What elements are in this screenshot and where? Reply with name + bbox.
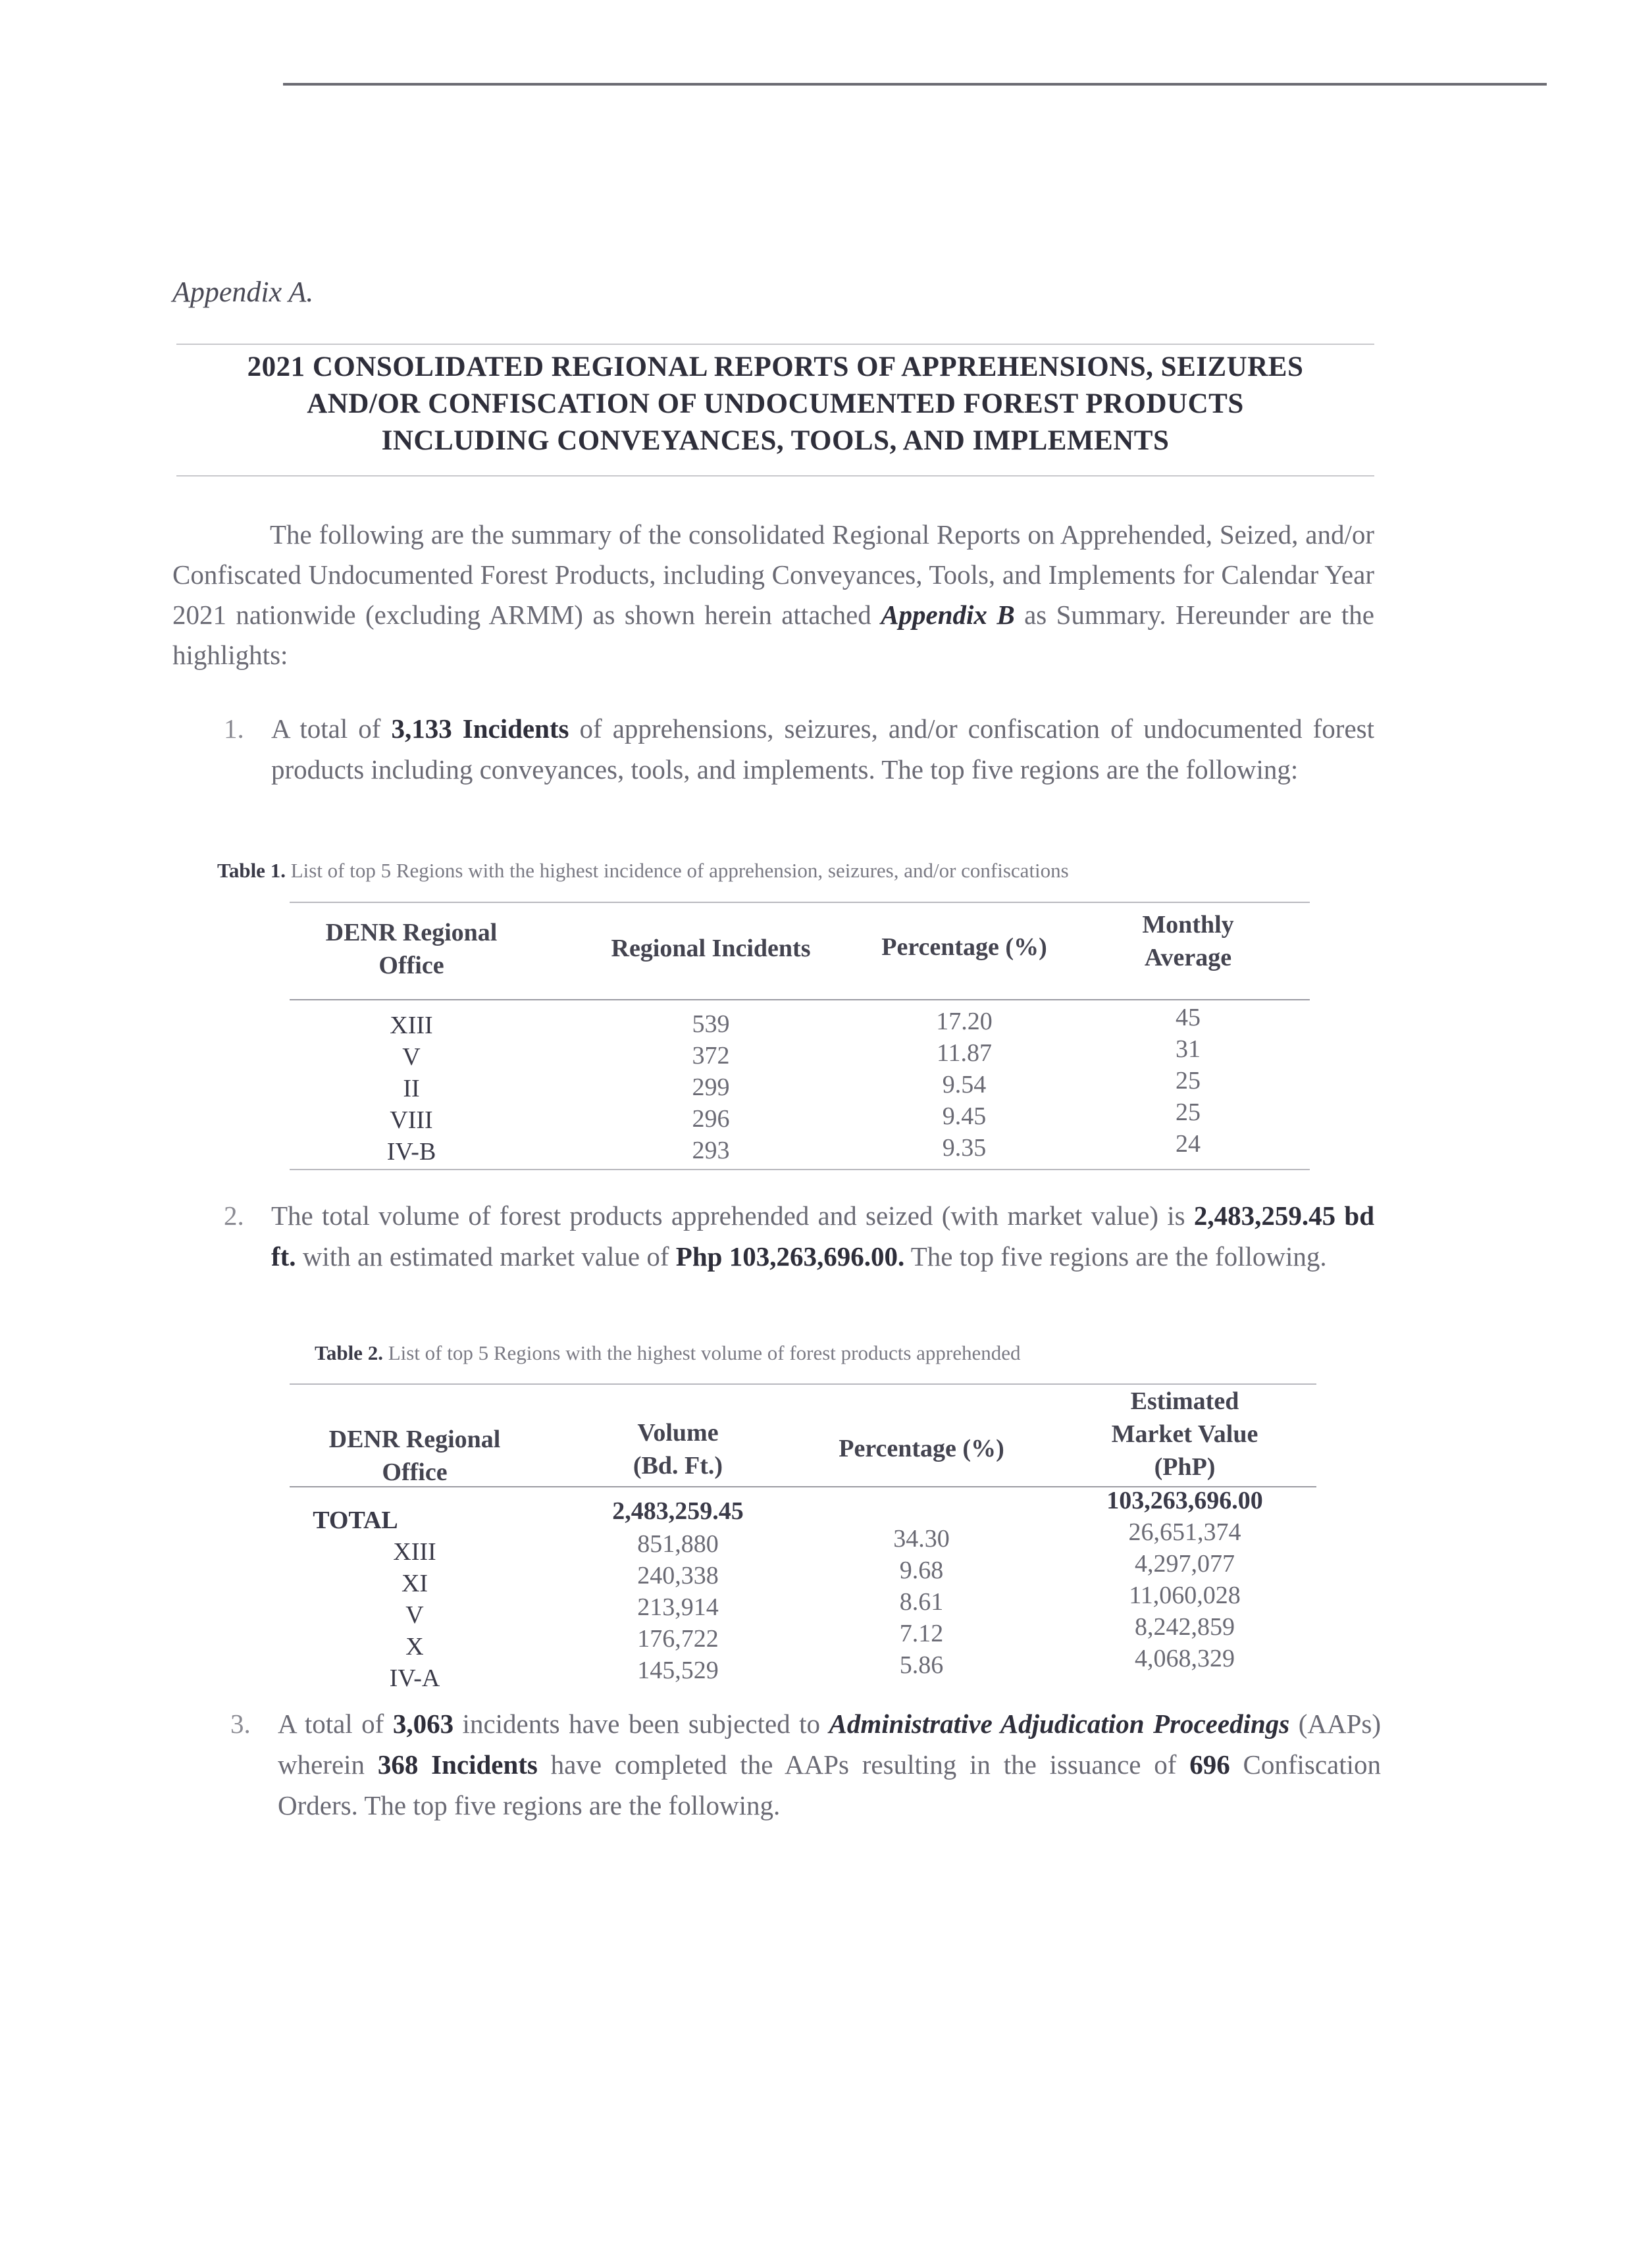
scan-top-rule [283, 83, 1547, 86]
table2-caption [315, 1341, 1021, 1365]
item2-emphasis-value: Php 103,263,696.00. [675, 1241, 905, 1272]
table2-row3-volume: 213,914 [637, 1593, 719, 1621]
table2-row4-volume: 176,722 [637, 1625, 719, 1653]
table1-row1-incidents: 539 [692, 1010, 730, 1038]
table2-row2-office: XI [401, 1570, 428, 1597]
table2-row1-office: XIII [393, 1538, 436, 1566]
item2-text-after: The top five regions are the following. [904, 1241, 1327, 1272]
table2-row4-office: X [405, 1633, 424, 1661]
item-number: 2. [224, 1200, 244, 1231]
table1-row5-monthly: 24 [1176, 1130, 1201, 1158]
table2-header-percentage: Percentage (%) [839, 1435, 1004, 1462]
table2-row2-market: 4,297,077 [1135, 1550, 1235, 1578]
table2-header-volume: Volume (Bd. Ft.) [633, 1419, 723, 1480]
intro-paragraph [172, 515, 1374, 675]
table1-row4-incidents: 296 [692, 1105, 730, 1133]
table1-header-incidents: Regional Incidents [611, 935, 811, 962]
table2-total-market: 103,263,696.00 [1106, 1487, 1263, 1514]
highlight-item-1 [224, 708, 1375, 790]
table2-header-market: Estimated Market Value (PhP) [1111, 1387, 1258, 1481]
item2-text-middle: with an estimated market value of [296, 1241, 676, 1272]
table1-row3-percentage: 9.54 [942, 1071, 987, 1098]
highlight-item-2 [224, 1195, 1375, 1277]
title-bottom-rule [176, 475, 1374, 477]
table1-row4-monthly: 25 [1176, 1098, 1201, 1126]
table1-row2-incidents: 372 [692, 1042, 730, 1070]
table2-row3-percentage: 8.61 [899, 1588, 944, 1616]
table2-row1-market: 26,651,374 [1128, 1518, 1241, 1546]
table1-row2-percentage: 11.87 [936, 1039, 993, 1067]
item3-text-middle3: have completed the AAPs resulting in the issuance of [537, 1749, 1190, 1780]
intro-emphasis: Appendix B [881, 600, 1015, 630]
table2-row3-office: V [405, 1601, 424, 1629]
table1-top-rule [290, 902, 1310, 903]
table1-caption [217, 859, 1069, 883]
intro-text-after: as Summary. Hereunder are the highlights: [172, 600, 1374, 670]
table2-total-label: TOTAL [313, 1507, 398, 1534]
table1-row3-monthly: 25 [1176, 1067, 1201, 1095]
item-number: 3. [230, 1709, 251, 1739]
table1-row4-percentage: 9.45 [942, 1102, 987, 1130]
table1-row5-percentage: 9.35 [942, 1134, 987, 1162]
table2-row5-office: IV-A [389, 1664, 440, 1692]
table1-caption-text: List of top 5 Regions with the highest incidence of apprehension, seizures, and/or confiscations [285, 859, 1069, 882]
item3-emphasis-aap: Administrative Adjudication Proceedings [829, 1709, 1290, 1739]
table2-row5-percentage: 5.86 [899, 1651, 944, 1679]
table1-row5-incidents: 293 [692, 1137, 730, 1164]
table2 [290, 1383, 1316, 1693]
table1 [290, 902, 1310, 1172]
table2-row2-percentage: 9.68 [899, 1557, 944, 1584]
item2-text-before: The total volume of forest products apprehended and seized (with market value) is [271, 1200, 1194, 1231]
table2-caption-text: List of top 5 Regions with the highest volume of forest products apprehended [382, 1341, 1021, 1364]
table1-header-rule [290, 999, 1310, 1000]
table2-header-office: DENR Regional Office [328, 1426, 501, 1486]
table2-row1-percentage: 34.30 [893, 1525, 950, 1553]
item1-emphasis: 3,133 Incidents [391, 713, 569, 744]
table2-row3-market: 11,060,028 [1129, 1582, 1241, 1609]
title-line-2: AND/OR CONFISCATION OF UNDOCUMENTED FOREST PRODUCTS [307, 388, 1244, 419]
table2-row4-percentage: 7.12 [899, 1620, 944, 1647]
table1-row3-incidents: 299 [692, 1073, 730, 1101]
item3-emphasis-orders: 696 [1189, 1749, 1230, 1780]
table2-total-volume: 2,483,259.45 [612, 1497, 744, 1525]
table1-caption-label: Table 1. [217, 859, 286, 882]
table1-row1-monthly: 45 [1176, 1004, 1201, 1031]
table1-row5-office: IV-B [386, 1138, 436, 1166]
table1-header-percentage: Percentage (%) [881, 933, 1047, 961]
table2-row5-market: 4,068,329 [1135, 1645, 1235, 1672]
table2-row5-volume: 145,529 [637, 1657, 719, 1684]
intro-text-before: The following are the summary of the consolidated Regional Reports on Apprehended, Seized, and/or Confiscated Undocumented Forest Products, including Conveyances, Tools, and Implements for Calendar Year 2021 nationwide (excluding ARMM) as shown herein attached [172, 519, 1374, 630]
item1-text-after: of apprehensions, seizures, and/or confiscation of undocumented forest products including conveyances, tools, and implements. The top five regions are the following: [271, 713, 1375, 785]
appendix-label: Appendix A. [172, 276, 314, 308]
table1-header-office: DENR Regional Office [325, 919, 498, 979]
table1-row2-monthly: 31 [1176, 1035, 1201, 1063]
title-top-rule [176, 344, 1374, 345]
table1-bottom-rule [290, 1169, 1310, 1170]
item-number: 1. [224, 713, 244, 744]
item3-text-middle2: (AAPs) wherein [278, 1709, 1381, 1780]
table1-row2-office: V [402, 1043, 421, 1071]
document-title [176, 349, 1374, 459]
table1-row4-office: VIII [390, 1106, 433, 1134]
table1-row1-percentage: 17.20 [936, 1008, 993, 1035]
table1-header-monthly: Monthly Average [1142, 911, 1234, 971]
table1-row1-office: XIII [390, 1012, 433, 1039]
item1-text-before: A total of [271, 713, 392, 744]
item3-emphasis-incidents: 368 Incidents [377, 1749, 538, 1780]
table2-row2-volume: 240,338 [637, 1562, 719, 1589]
title-line-1: 2021 CONSOLIDATED REGIONAL REPORTS OF APPREHENSIONS, SEIZURES [247, 351, 1304, 382]
item3-emphasis-count: 3,063 [392, 1709, 454, 1739]
highlight-item-3 [230, 1703, 1381, 1826]
item3-text-before: A total of [278, 1709, 393, 1739]
table2-row4-market: 8,242,859 [1135, 1613, 1235, 1641]
item3-text-after: Confiscation Orders. The top five regions are the following. [278, 1749, 1381, 1820]
table2-row1-volume: 851,880 [637, 1530, 719, 1558]
table1-row3-office: II [403, 1075, 420, 1102]
item2-emphasis-volume: 2,483,259.45 bd ft. [271, 1200, 1375, 1272]
table2-caption-label: Table 2. [315, 1341, 383, 1364]
title-line-3: INCLUDING CONVEYANCES, TOOLS, AND IMPLEMENTS [381, 425, 1170, 456]
item3-text-middle1: incidents have been subjected to [453, 1709, 829, 1739]
